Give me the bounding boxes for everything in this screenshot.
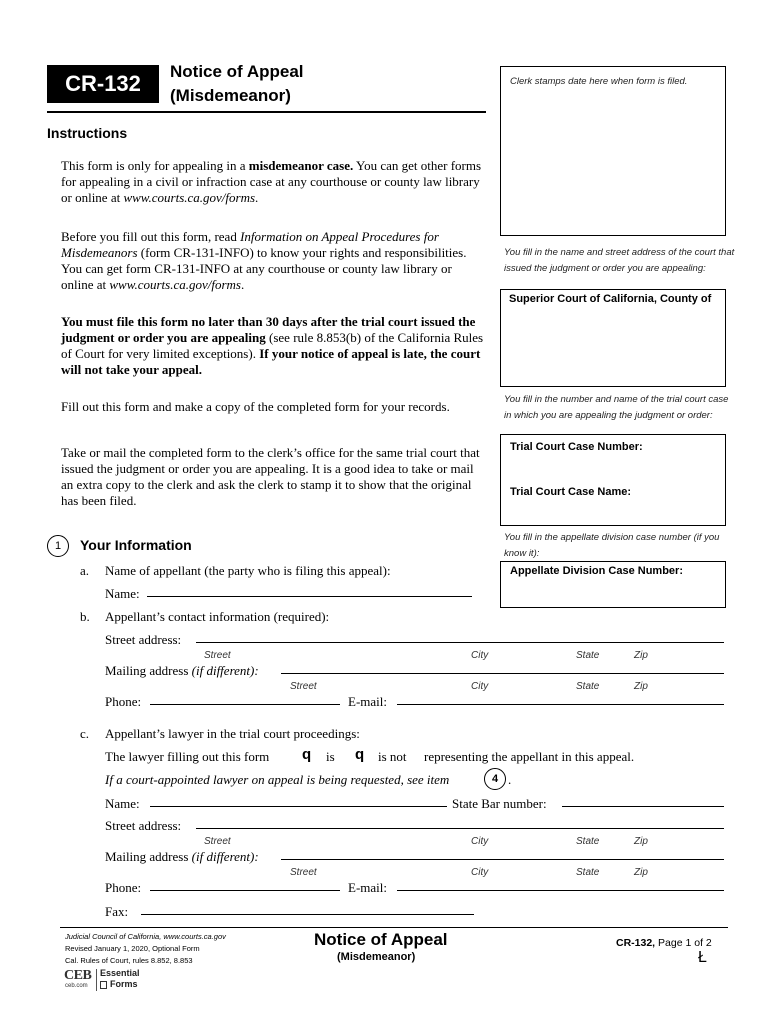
sub-street: Street — [290, 681, 317, 692]
item-4-reference: 4 — [484, 768, 506, 790]
item-c-text: Appellant’s lawyer in the trial court proceedings: — [105, 726, 360, 741]
appointed-end: . — [508, 772, 512, 787]
p2-text: Before you fill out this form, read — [61, 229, 241, 244]
lawyer-mailing-paren: (if different): — [191, 849, 259, 864]
street-address-field[interactable] — [196, 642, 724, 643]
mailing-address-label — [105, 663, 259, 679]
lawyer-email-field[interactable] — [397, 890, 724, 891]
footer-form-id: CR-132, — [616, 937, 656, 949]
lawyer-is-not-checkbox[interactable]: q — [355, 746, 365, 763]
item-a-text: Name of appellant (the party who is filing this appeal): — [105, 563, 391, 578]
clerk-stamp-box[interactable] — [500, 66, 726, 236]
logo-form-icon — [100, 981, 107, 989]
case-number-label: Trial Court Case Number: — [510, 441, 643, 453]
logo-essential: Essential — [100, 968, 140, 978]
mailing-label-text: Mailing address — [105, 663, 192, 678]
court-name-box[interactable] — [500, 289, 726, 387]
lawyer-is-checkbox[interactable]: q — [302, 746, 312, 763]
footer-line-3: Cal. Rules of Court, rules 8.852, 8.853 — [65, 956, 193, 965]
case-name-label: Trial Court Case Name: — [510, 486, 632, 498]
sub-state: State — [576, 867, 600, 878]
logo-forms: Forms — [110, 979, 138, 989]
section-1-number: 1 — [47, 535, 69, 557]
p2-italic: Information on Appeal Procedures for Misdemeanors — [61, 229, 439, 260]
p2-end: . — [240, 277, 245, 292]
item-a-letter: a. — [80, 563, 90, 578]
sub-zip: Zip — [634, 836, 648, 847]
fax-field[interactable] — [141, 914, 474, 915]
page-title: Notice of Appeal — [170, 62, 304, 81]
sub-zip: Zip — [634, 867, 648, 878]
lawyer-text-2: representing the appellant in this appeal. — [424, 749, 635, 764]
appellant-name-field[interactable] — [147, 596, 472, 597]
lawyer-mailing-text: Mailing address — [105, 849, 192, 864]
sub-zip: Zip — [634, 681, 648, 692]
sub-street: Street — [204, 650, 231, 661]
fax-label: Fax: — [105, 904, 129, 919]
item-b-text: Appellant’s contact information (required): — [105, 609, 330, 624]
instructions-paragraph-2 — [61, 229, 486, 293]
p1-text-2: You can get other forms for appealing in a civil or infraction case at any courthouse or county law library or online at — [61, 158, 482, 205]
sub-city: City — [471, 836, 489, 847]
form-number: CR-132 — [47, 65, 159, 103]
lawyer-name-field[interactable] — [150, 806, 447, 807]
footer-title: Notice of Appeal — [314, 930, 448, 949]
email-label: E-mail: — [348, 694, 387, 709]
sub-city: City — [471, 681, 489, 692]
ceb-logo — [64, 968, 154, 992]
mailing-address-field[interactable] — [281, 673, 724, 674]
sub-city: City — [471, 650, 489, 661]
street-address-label: Street address: — [105, 632, 182, 647]
footer-page-text: Page 1 of 2 — [655, 937, 712, 949]
case-info-box[interactable] — [500, 434, 726, 526]
p1-link[interactable]: www.courts.ca.gov/forms — [123, 190, 256, 205]
item-b-letter: b. — [80, 609, 90, 624]
lawyer-is-label: is — [326, 749, 335, 764]
appointed-text: If a court-appointed lawyer on appeal is being requested, see item — [105, 772, 450, 787]
state-bar-label: State Bar number: — [452, 796, 547, 811]
ceb-logo-mark: CEB — [64, 968, 92, 983]
page-subtitle: (Misdemeanor) — [170, 86, 291, 105]
sub-state: State — [576, 681, 600, 692]
p1-text: This form is only for appealing in a — [61, 158, 249, 173]
lawyer-text: The lawyer filling out this form — [105, 749, 270, 764]
instructions-paragraph-5: Take or mail the completed form to the clerk’s office for the same trial court that issued the judgment or order you are appealing. It is a good idea to take or mail an extra copy to the clerk and ask the clerk to stamp it to show that the original has been filed. — [61, 445, 480, 508]
footer-divider — [60, 927, 728, 928]
p1-end: . — [255, 190, 259, 205]
state-bar-field[interactable] — [562, 806, 724, 807]
sub-street: Street — [204, 836, 231, 847]
next-page-arrow-icon[interactable]: Ł — [698, 949, 707, 966]
lawyer-phone-field[interactable] — [150, 890, 340, 891]
instructions-heading: Instructions — [47, 125, 128, 141]
court-label: Superior Court of California, County of — [509, 293, 712, 305]
lawyer-name-label: Name: — [105, 796, 140, 811]
phone-label: Phone: — [105, 694, 142, 709]
header-divider — [47, 111, 486, 113]
item-c-letter: c. — [80, 726, 90, 741]
sub-city: City — [471, 867, 489, 878]
p3-bold: You must file this form no later than 30 days after the trial court issued the judgment or order you are appealing — [61, 314, 476, 345]
p1-bold: misdemeanor case. — [248, 158, 354, 173]
lawyer-street-field[interactable] — [196, 828, 724, 829]
instructions-paragraph-1 — [61, 158, 486, 206]
instructions-paragraph-4: Fill out this form and make a copy of the completed form for your records. — [61, 399, 450, 414]
footer-subtitle: (Misdemeanor) — [337, 951, 416, 963]
section-1-title: Your Information — [80, 537, 192, 553]
lawyer-email-label: E-mail: — [348, 880, 387, 895]
lawyer-mailing-field[interactable] — [281, 859, 724, 860]
p2-text-2: (form CR-131-INFO) to know your rights and responsibilities. You can get form CR-131-INFO at any courthouse or county law library or online at — [61, 245, 467, 292]
p3-bold-2: If your notice of appeal is late, the court will not take your appeal. — [61, 346, 481, 377]
lawyer-is-not-label: is not — [378, 749, 407, 764]
lawyer-mailing-label — [105, 849, 259, 865]
appellant-name-label: Name: — [105, 586, 140, 601]
p3-text: (see rule 8.853(b) of the California Rules of Court for very limited exceptions). — [61, 330, 484, 361]
footer-line-1: Judicial Council of California, www.courts.ca.gov — [65, 932, 226, 941]
ceb-logo-domain: ceb.com — [65, 983, 88, 989]
clerk-note: Clerk stamps date here when form is filed. — [510, 76, 688, 87]
sub-zip: Zip — [634, 650, 648, 661]
case-note: You fill in the number and name of the trial court case in which you are appealing the judgment or order: — [504, 394, 729, 421]
phone-field[interactable] — [150, 704, 340, 705]
sub-state: State — [576, 836, 600, 847]
appellate-note: You fill in the appellate division case number (if you know it): — [504, 532, 720, 559]
page-number — [616, 937, 712, 949]
logo-divider — [96, 969, 97, 991]
lawyer-phone-label: Phone: — [105, 880, 142, 895]
sub-street: Street — [290, 867, 317, 878]
p2-link[interactable]: www.courts.ca.gov/forms — [109, 277, 241, 292]
email-field[interactable] — [397, 704, 724, 705]
footer-line-2: Revised January 1, 2020, Optional Form — [65, 944, 200, 953]
sub-state: State — [576, 650, 600, 661]
court-note: You fill in the name and street address of the court that issued the judgment or order you are appealing: — [504, 247, 735, 274]
mailing-label-paren: (if different): — [191, 663, 259, 678]
appellate-case-box[interactable] — [500, 561, 726, 608]
appellate-label: Appellate Division Case Number: — [510, 565, 683, 577]
lawyer-street-label: Street address: — [105, 818, 182, 833]
instructions-paragraph-3 — [61, 314, 486, 378]
